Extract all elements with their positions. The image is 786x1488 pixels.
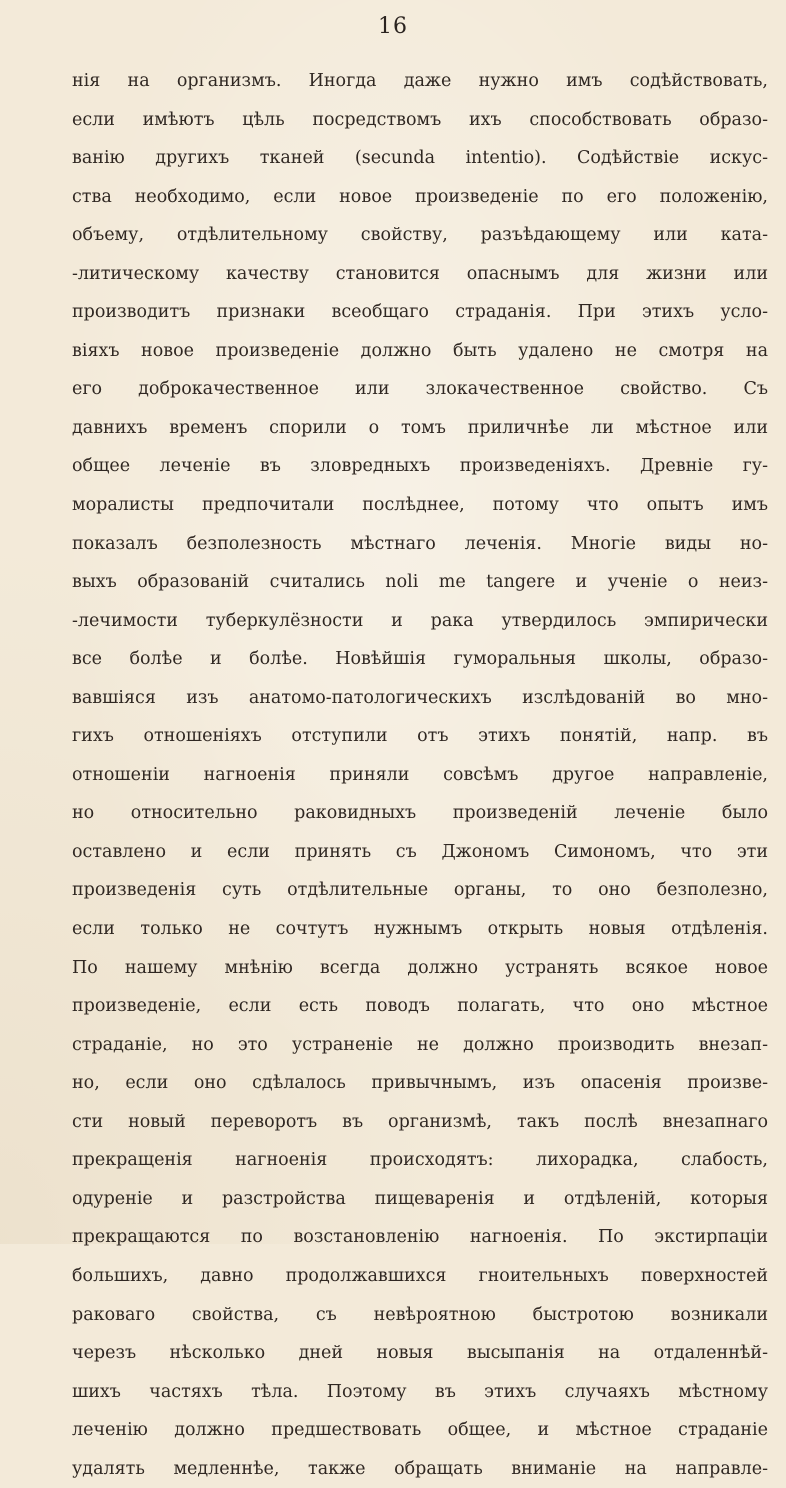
text-line: гихъ отношеніяхъ отступили отъ этихъ понятій, напр. въ xyxy=(72,726,768,747)
text-line: все болѣе и болѣе. Новѣйшія гуморальныя школы, образо- xyxy=(72,649,768,670)
text-line: если только не сочтутъ нужнымъ открыть новыя отдѣленія. xyxy=(72,919,768,940)
text-line: прекращаются по возстановленію нагноенія. По экстирпаціи xyxy=(72,1227,768,1248)
text-line: выхъ образованій считались noli me tangere и ученіе о неиз- xyxy=(72,572,768,593)
text-line: давнихъ временъ спорили о томъ приличнѣе ли мѣстное или xyxy=(72,417,768,438)
page-number: 16 xyxy=(378,14,408,39)
text-line: общее леченіе въ зловредныхъ произведеніяхъ. Древніе гу- xyxy=(72,456,768,477)
text-line: его доброкачественное или злокачественное свойство. Съ xyxy=(72,379,768,400)
text-line: моралисты предпочитали послѣднее, потому что опытъ имъ xyxy=(72,495,768,516)
text-line: большихъ, давно продолжавшихся гноительныхъ поверхностей xyxy=(72,1265,768,1286)
text-line: вавшіяся изъ анатомо-патологическихъ изслѣдованій во мно- xyxy=(72,687,768,708)
text-line: черезъ нѣсколько дней новыя высыпанія на отдаленнѣй- xyxy=(72,1343,768,1364)
text-line: -литическому качеству становится опаснымъ для жизни или xyxy=(72,263,768,284)
text-line: ванію другихъ тканей (secunda intentio). Содѣйствіе искус- xyxy=(72,148,768,169)
text-line: если имѣютъ цѣль посредствомъ ихъ способствовать образо- xyxy=(72,109,768,130)
text-line: но относительно раковидныхъ произведеній леченіе было xyxy=(72,803,768,824)
text-line: объему, отдѣлительному свойству, разъѣдающему или ката- xyxy=(72,225,768,246)
text-line: ства необходимо, если новое произведеніе по его положенію, xyxy=(72,186,768,207)
text-line: шихъ частяхъ тѣла. Поэтому въ этихъ случаяхъ мѣстному xyxy=(72,1381,768,1402)
text-line: но, если оно сдѣлалось привычнымъ, изъ опасенія произве- xyxy=(72,1073,768,1094)
text-line: произведеніе, если есть поводъ полагать, что оно мѣстное xyxy=(72,996,768,1017)
text-line: оставлено и если принять съ Джономъ Симономъ, что эти xyxy=(72,841,768,862)
text-line: прекращенія нагноенія происходятъ: лихорадка, слабость, xyxy=(72,1150,768,1171)
text-line: -лечимости туберкулёзности и рака утвердилось эмпирически xyxy=(72,610,768,631)
text-line: отношеніи нагноенія приняли совсѣмъ другое направленіе, xyxy=(72,764,768,785)
text-line: віяхъ новое произведеніе должно быть удалено не смотря на xyxy=(72,340,768,361)
body-text xyxy=(72,62,768,1488)
text-line: леченію должно предшествовать общее, и мѣстное страданіе xyxy=(72,1420,768,1441)
text-line: произведенія суть отдѣлительные органы, то оно безполезно, xyxy=(72,880,768,901)
text-line: одуреніе и разстройства пищеваренія и отдѣленій, которыя xyxy=(72,1188,768,1209)
text-line: раковаго свойства, съ невѣроятною быстротою возникали xyxy=(72,1304,768,1325)
text-line: страданіе, но это устраненіе не должно производить внезап- xyxy=(72,1034,768,1055)
text-line: нія на организмъ. Иногда даже нужно имъ содѣйствовать, xyxy=(72,71,768,91)
text-line: показалъ безполезность мѣстнаго леченія. Многіе виды но- xyxy=(72,533,768,554)
text-line: производитъ признаки всеобщаго страданія. При этихъ усло- xyxy=(72,302,768,323)
text-line: сти новый переворотъ въ организмѣ, такъ послѣ внезапнаго xyxy=(72,1111,768,1132)
text-line: удалять медленнѣе, также обращать вниманіе на направле- xyxy=(72,1458,768,1479)
text-line: По нашему мнѣнію всегда должно устранять всякое новое xyxy=(72,957,768,978)
